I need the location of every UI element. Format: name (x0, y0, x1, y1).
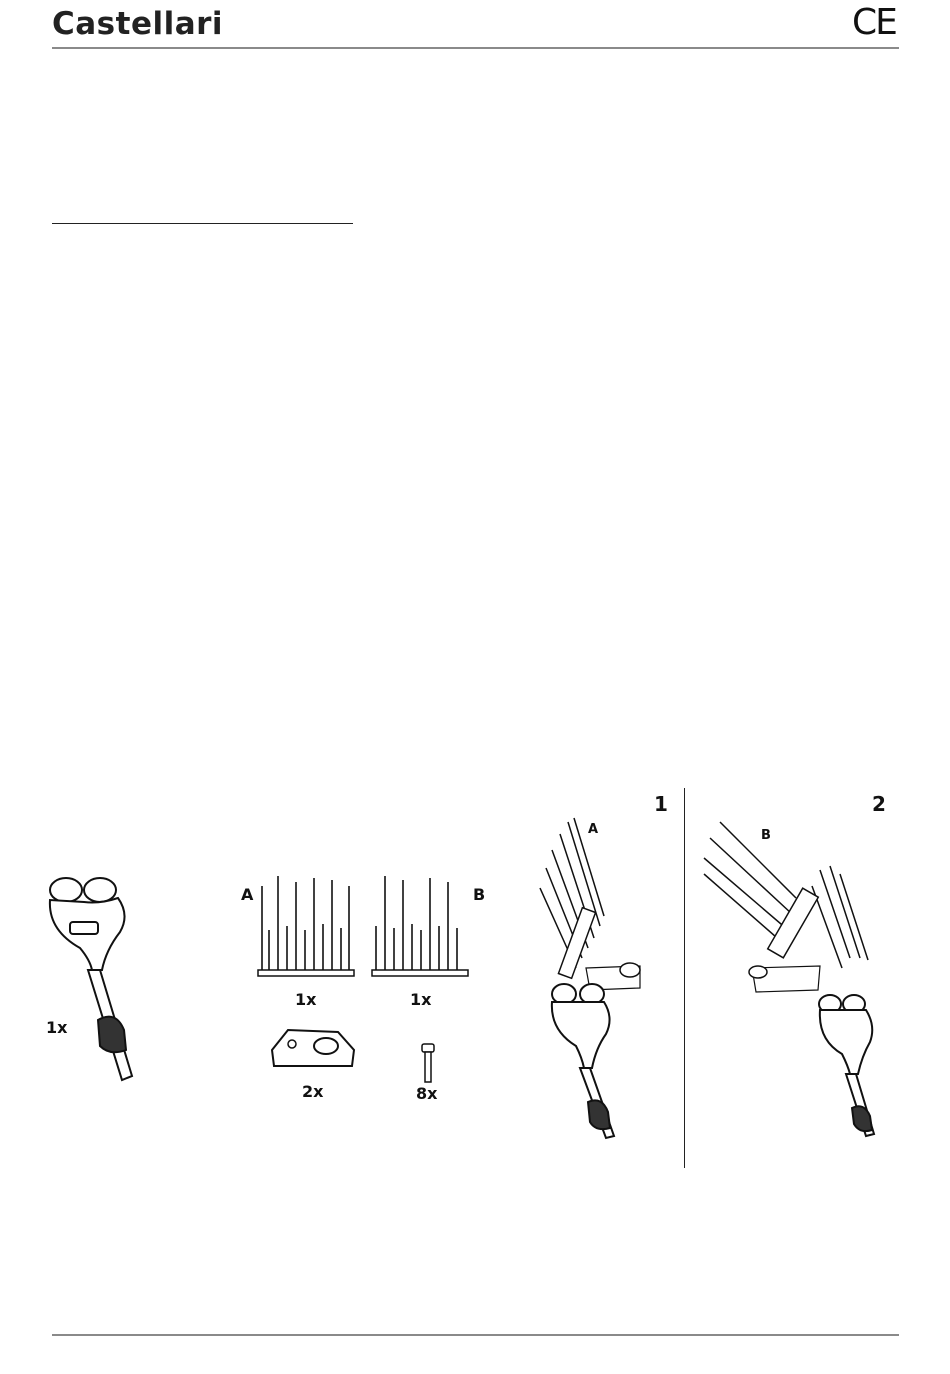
step-2-letter: B (761, 828, 771, 843)
step-2-number: 2 (872, 792, 886, 816)
screw-qty: 8x (416, 1084, 438, 1103)
step-1-illustration (530, 818, 680, 1148)
step-2-illustration (700, 818, 890, 1158)
section-underline (52, 223, 353, 224)
step-1-letter: A (588, 822, 599, 837)
clamp-illustration (268, 1020, 358, 1080)
footer-rule (52, 1334, 899, 1336)
tool-qty: 1x (46, 1018, 68, 1037)
clamp-qty: 2x (302, 1082, 324, 1101)
step-1-number: 1 (654, 792, 668, 816)
brand-logo: Castellari (52, 6, 224, 42)
comb-b-illustration (372, 872, 468, 982)
step-divider (684, 788, 685, 1168)
tool-illustration (40, 870, 160, 1100)
ce-mark: CE (852, 2, 896, 43)
screw-illustration (418, 1042, 438, 1084)
header-rule (52, 47, 899, 49)
comb-b-letter: B (473, 885, 486, 904)
comb-b-qty: 1x (410, 990, 432, 1009)
comb-a-qty: 1x (295, 990, 317, 1009)
comb-a-illustration (258, 872, 354, 982)
comb-a-letter: A (241, 885, 254, 904)
